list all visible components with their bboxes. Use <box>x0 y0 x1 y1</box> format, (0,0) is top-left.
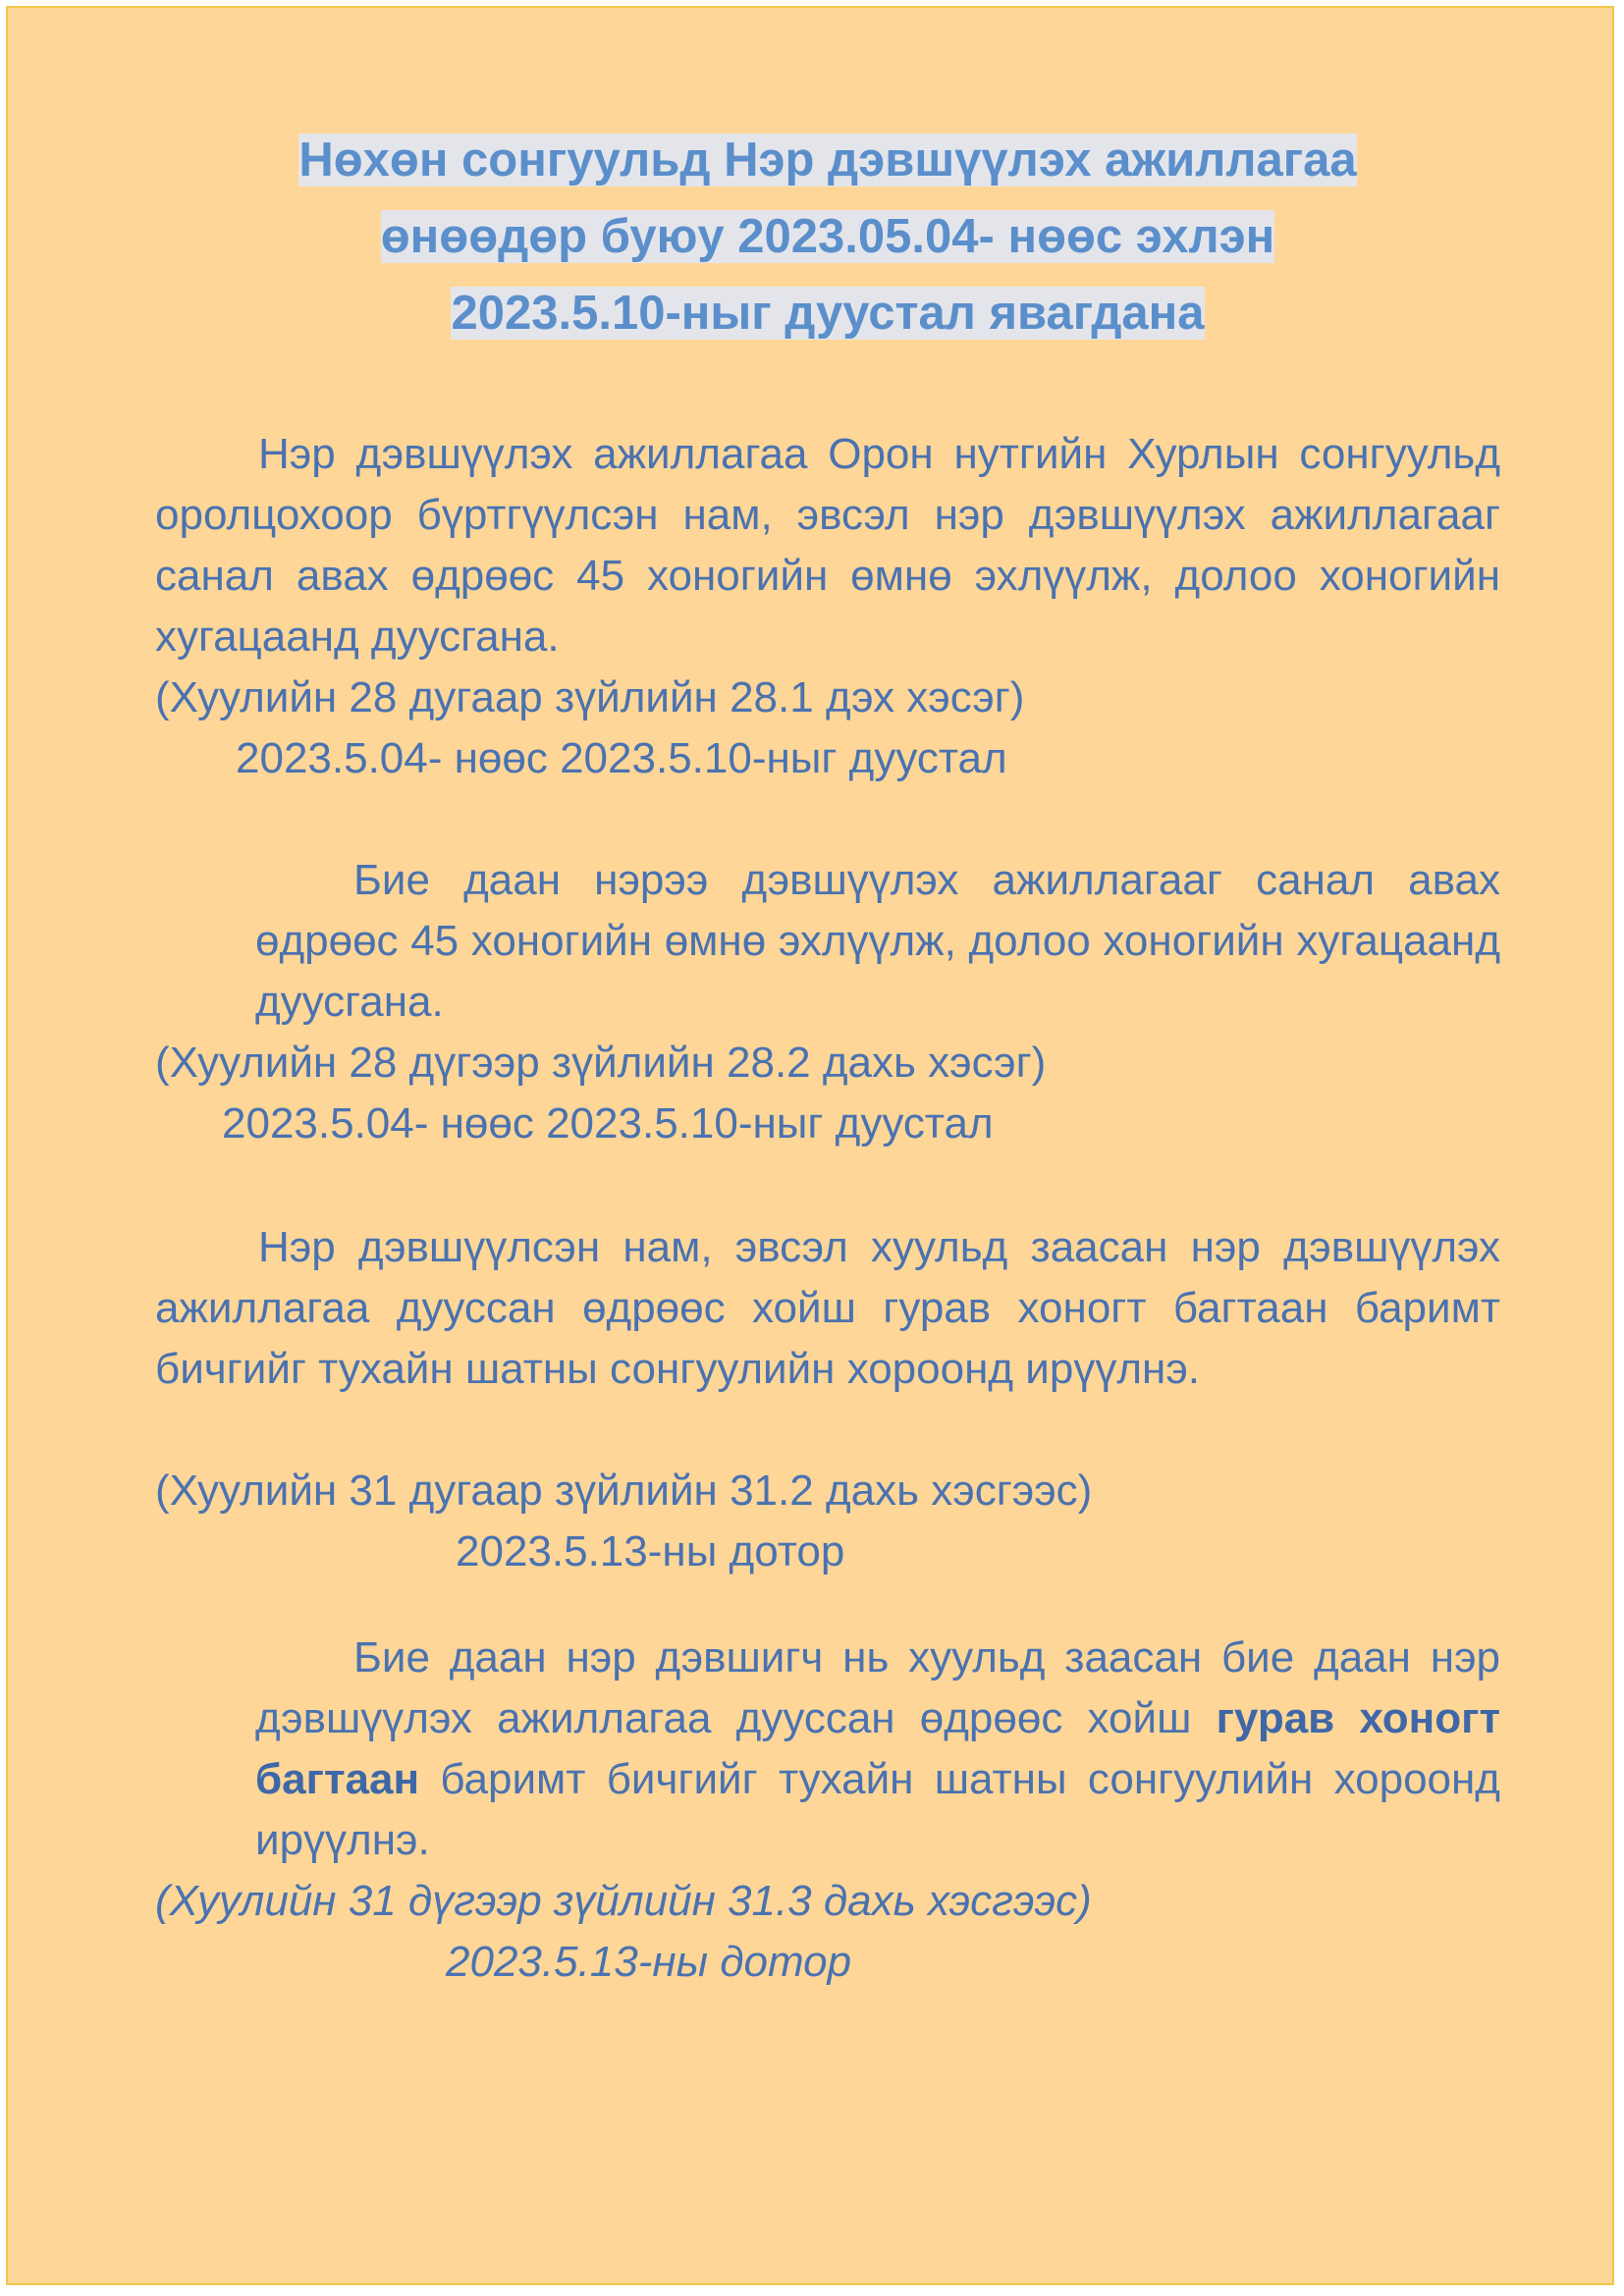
section-4-reference: (Хуулийн 31 дүгээр зүйлийн 31.3 дахь хэсгээс) <box>155 1877 1092 1925</box>
section-3-text: Нэр дэвшүүлсэн нам, эвсэл хуульд заасан нэр дэвшүүлэх ажиллагаа дууссан өдрөөс хойш гурав хоногт багтаан баримт бичгийг тухайн шатны сонгуулийн хороонд ирүүлнэ. <box>155 1223 1500 1393</box>
section-4-text <box>255 1628 1500 1871</box>
section-1-reference: (Хуулийн 28 дугаар зүйлийн 28.1 дэх хэсэг) <box>155 673 1025 721</box>
section-2-text: Бие даан нэрээ дэвшүүлэх ажиллагааг санал авах өдрөөс 45 хоногийн өмнө эхлүүлж, долоо хоногийн хугацаанд дуусгана. <box>255 856 1500 1026</box>
section-4-text-before: Бие даан нэр дэвшигч нь хуульд заасан бие даан нэр дэвшүүлэх ажиллагаа дууссан өдрөөс хойш <box>255 1633 1500 1742</box>
section-3-reference: (Хуулийн 31 дугаар зүйлийн 31.2 дахь хэсгээс) <box>155 1467 1093 1515</box>
section-2-deadline: 2023.5.04- нөөс 2023.5.10-ныг дуустал <box>222 1099 994 1148</box>
title-line-1: Нөхөн сонгуульд Нэр дэвшүүлэх ажиллагаа <box>298 133 1357 187</box>
notice-title <box>155 122 1500 351</box>
section-4-text-after: баримт бичгийг тухайн шатны сонгуулийн хороонд ирүүлнэ. <box>255 1755 1500 1864</box>
section-2-reference: (Хуулийн 28 дүгээр зүйлийн 28.2 дахь хэсэг) <box>155 1039 1047 1087</box>
section-4-text-bold: гурав хоногт багтаан <box>255 1694 1500 1803</box>
section-4-deadline: 2023.5.13-ны дотор <box>446 1938 852 1986</box>
notice-page <box>6 6 1614 2285</box>
section-1-deadline: 2023.5.04- нөөс 2023.5.10-ныг дуустал <box>236 734 1007 782</box>
section-3-deadline: 2023.5.13-ны дотор <box>456 1527 845 1575</box>
title-line-3: 2023.5.10-ныг дуустал явагдана <box>451 287 1205 340</box>
title-line-2: өнөөдөр буюу 2023.05.04- нөөс эхлэн <box>380 210 1275 263</box>
section-1-text: Нэр дэвшүүлэх ажиллагаа Орон нутгийн Хурлын сонгуульд оролцохоор бүртгүүлсэн нам, эвсэл нэр дэвшүүлэх ажиллагааг санал авах өдрөөс 45 хоногийн өмнө эхлүүлж, долоо хоногийн хугацаанд дуусгана. <box>155 430 1500 661</box>
